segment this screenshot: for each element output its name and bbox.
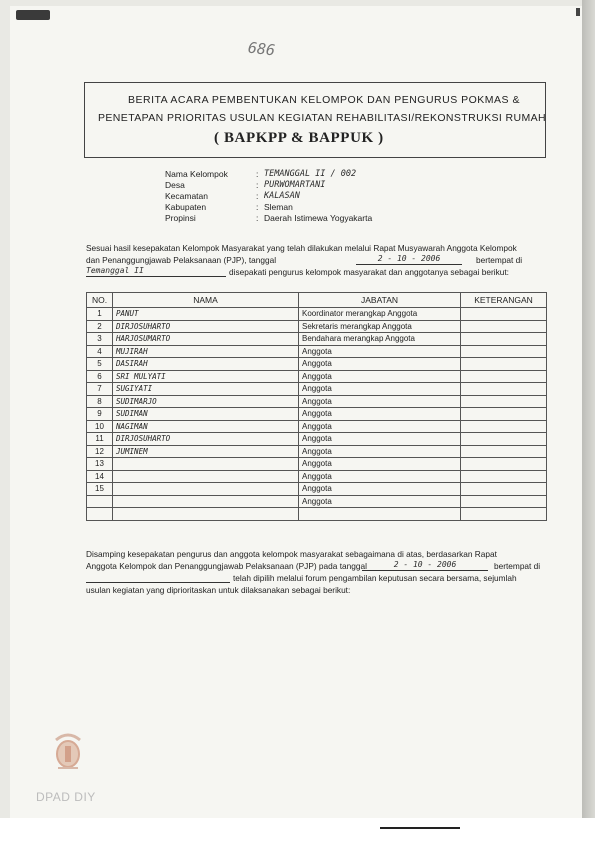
position-cell: Bendahara merangkap Anggota: [299, 333, 461, 346]
row-number-cell: 9: [87, 408, 113, 421]
decision-date-field: 2 - 10 - 2006: [362, 560, 488, 571]
note-cell: [461, 320, 547, 333]
members-table: [86, 292, 547, 521]
position-cell: Koordinator merangkap Anggota: [299, 308, 461, 321]
archive-seal-logo: [50, 728, 86, 774]
group-info: [165, 169, 525, 235]
note-cell: [461, 383, 547, 396]
info-label: Kabupaten: [165, 202, 207, 212]
paragraph-1-line-1: Sesuai hasil kesepakatan Kelompok Masyarakat yang telah dilakukan melalui Rapat Musyawarah Anggota Kelompok: [86, 243, 517, 253]
column-header-jabatan: JABATAN: [299, 293, 461, 308]
name-cell: PANUT: [113, 308, 299, 321]
name-cell: [113, 483, 299, 496]
name-cell: NAGIMAN: [113, 420, 299, 433]
position-cell: Anggota: [299, 408, 461, 421]
info-value: TEMANGGAL II / 002: [264, 169, 357, 179]
position-cell: Anggota: [299, 370, 461, 383]
members-table-body: [87, 308, 547, 521]
position-cell: Anggota: [299, 483, 461, 496]
row-number-cell: 2: [87, 320, 113, 333]
position-cell: Anggota: [299, 395, 461, 408]
table-row: [87, 383, 547, 396]
name-cell: MUJIRAH: [113, 345, 299, 358]
paragraph-2-line-3: telah dipilih melalui forum pengambilan keputusan secara bersama, sejumlah: [233, 573, 517, 583]
note-cell: [461, 495, 547, 508]
info-label: Nama Kelompok: [165, 169, 228, 179]
paragraph-2-line-4: usulan kegiatan yang diprioritaskan untuk dilaksanakan sebagai berikut:: [86, 585, 351, 595]
row-number-cell: 11: [87, 433, 113, 446]
note-cell: [461, 358, 547, 371]
info-colon: :: [256, 213, 259, 223]
note-cell: [461, 395, 547, 408]
position-cell: Anggota: [299, 445, 461, 458]
row-number-cell: [87, 495, 113, 508]
row-number-cell: 12: [87, 445, 113, 458]
table-row: [87, 370, 547, 383]
note-cell: [461, 433, 547, 446]
position-cell: Anggota: [299, 470, 461, 483]
paragraph-1-line-3: disepakati pengurus kelompok masyarakat dan anggotanya sebagai berikut:: [229, 267, 509, 277]
note-cell: [461, 508, 547, 521]
row-number-cell: 3: [87, 333, 113, 346]
note-cell: [461, 408, 547, 421]
table-row: [87, 458, 547, 471]
scan-corner-mark-right: [576, 8, 580, 16]
info-value: PURWOMARTANI: [264, 180, 326, 190]
note-cell: [461, 345, 547, 358]
name-cell: HARJOSUMARTO: [113, 333, 299, 346]
row-number-cell: 6: [87, 370, 113, 383]
name-cell: [113, 470, 299, 483]
table-row: [87, 333, 547, 346]
row-number-cell: 10: [87, 420, 113, 433]
table-row: [87, 358, 547, 371]
row-number-cell: 5: [87, 358, 113, 371]
note-cell: [461, 470, 547, 483]
note-cell: [461, 333, 547, 346]
meeting-date-field: 2 - 10 - 2006: [356, 254, 462, 265]
title-acronym: ( BAPKPP & BAPPUK ): [214, 130, 384, 146]
table-row: [87, 345, 547, 358]
row-number-cell: 1: [87, 308, 113, 321]
row-number-cell: 15: [87, 483, 113, 496]
position-cell: Anggota: [299, 495, 461, 508]
name-cell: [113, 495, 299, 508]
info-desa: [165, 180, 525, 191]
row-number-cell: 4: [87, 345, 113, 358]
table-row: [87, 395, 547, 408]
table-row: [87, 433, 547, 446]
row-number-cell: 8: [87, 395, 113, 408]
row-number-cell: 7: [87, 383, 113, 396]
title-line-2: PENETAPAN PRIORITAS USULAN KEGIATAN REHABILITASI/REKONSTRUKSI RUMAH: [98, 112, 547, 124]
handwritten-page-number: 686: [247, 38, 276, 60]
note-cell: [461, 445, 547, 458]
paragraph-1-line-2b: bertempat di: [476, 255, 523, 265]
watermark-text: DPAD DIY: [36, 790, 96, 804]
position-cell: Anggota: [299, 433, 461, 446]
note-cell: [461, 370, 547, 383]
position-cell: Anggota: [299, 358, 461, 371]
info-nama-kelompok: [165, 169, 525, 180]
paragraph-1-line-2a: dan Penanggungjawab Pelaksanaan (PJP), tanggal: [86, 255, 277, 265]
row-number-cell: 13: [87, 458, 113, 471]
row-number-cell: 14: [87, 470, 113, 483]
position-cell: Anggota: [299, 458, 461, 471]
position-cell: Anggota: [299, 420, 461, 433]
info-colon: :: [256, 191, 259, 201]
column-header-no: NO.: [87, 293, 113, 308]
scan-corner-mark: [16, 10, 50, 20]
name-cell: SRI MULYATI: [113, 370, 299, 383]
info-colon: :: [256, 169, 259, 179]
table-row: [87, 508, 547, 521]
name-cell: DIRJOSUHARTO: [113, 320, 299, 333]
meeting-place-field: Temanggal II: [86, 266, 226, 277]
name-cell: JUMINEM: [113, 445, 299, 458]
name-cell: DASIRAH: [113, 358, 299, 371]
scan-margin: [0, 818, 595, 842]
info-kabupaten: [165, 202, 525, 213]
info-propinsi: [165, 213, 525, 224]
name-cell: SUDIMAN: [113, 408, 299, 421]
note-cell: [461, 308, 547, 321]
info-value: Daerah Istimewa Yogyakarta: [264, 213, 373, 223]
info-label: Kecamatan: [165, 191, 208, 201]
position-cell: [299, 508, 461, 521]
column-header-keterangan: KETERANGAN: [461, 293, 547, 308]
note-cell: [461, 483, 547, 496]
table-row: [87, 308, 547, 321]
title-line-1: BERITA ACARA PEMBENTUKAN KELOMPOK DAN PENGURUS POKMAS &: [128, 94, 520, 106]
info-kecamatan: [165, 191, 525, 202]
table-row: [87, 495, 547, 508]
table-row: [87, 483, 547, 496]
info-label: Desa: [165, 180, 185, 190]
name-cell: [113, 508, 299, 521]
column-header-nama: NAMA: [113, 293, 299, 308]
position-cell: Anggota: [299, 383, 461, 396]
info-colon: :: [256, 180, 259, 190]
paragraph-2-line-2a: Anggota Kelompok dan Penanggungjawab Pelaksanaan (PJP) pada tanggal: [86, 561, 367, 571]
table-row: [87, 420, 547, 433]
table-row: [87, 470, 547, 483]
info-colon: :: [256, 202, 259, 212]
position-cell: Sekretaris merangkap Anggota: [299, 320, 461, 333]
row-number-cell: [87, 508, 113, 521]
name-cell: DIRJOSUHARTO: [113, 433, 299, 446]
position-cell: Anggota: [299, 345, 461, 358]
info-label: Propinsi: [165, 213, 196, 223]
decision-place-field: [86, 572, 230, 583]
table-row: [87, 408, 547, 421]
note-cell: [461, 458, 547, 471]
name-cell: SUGIYATI: [113, 383, 299, 396]
table-row: [87, 445, 547, 458]
paragraph-2-line-1: Disamping kesepakatan pengurus dan anggota kelompok masyarakat sebagaimana di atas, berdasarkan Rapat: [86, 549, 497, 559]
info-value: KALASAN: [264, 191, 300, 201]
info-value: Sleman: [264, 202, 293, 212]
paragraph-2-line-2b: bertempat di: [494, 561, 541, 571]
name-cell: SUDIMARJO: [113, 395, 299, 408]
table-header-row: [87, 293, 547, 308]
scan-edge: [582, 0, 595, 842]
table-row: [87, 320, 547, 333]
scan-bottom-mark: [380, 827, 460, 829]
name-cell: [113, 458, 299, 471]
note-cell: [461, 420, 547, 433]
